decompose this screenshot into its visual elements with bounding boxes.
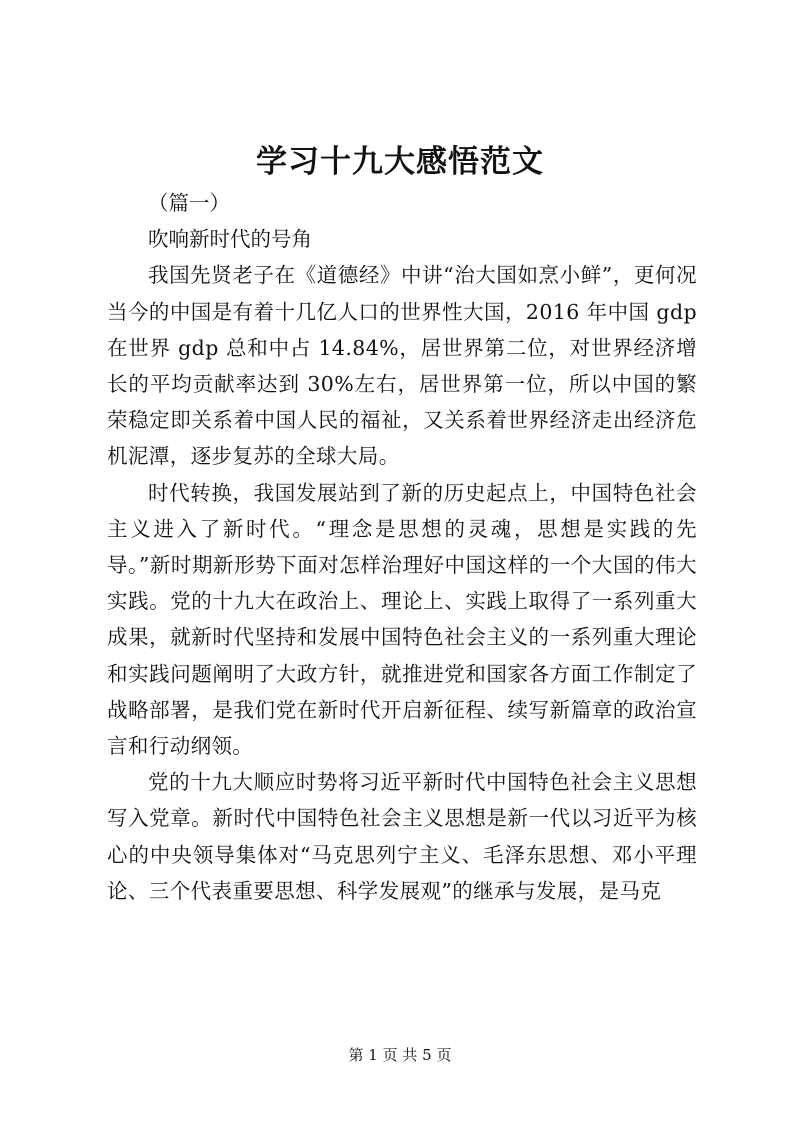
paragraph-1: 我国先贤老子在《道德经》中讲“治大国如烹小鲜”，更何况当今的中国是有着十几亿人口的世界性大国，2016 年中国 gdp 在世界 gdp 总和中占 14.84%，居世界第二位，对世界经济增长的平均贡献率达到 30%左右，居世界第一位，所以中国的繁荣稳定即关系着中国人民的福祉，又关系着世界经济走出经济危机泥潭，逐步复苏的全球大局。 <box>107 263 697 469</box>
section-label: （篇一） <box>148 191 230 215</box>
paragraph-2: 时代转换，我国发展站到了新的历史起点上，中国特色社会主义进入了新时代。“理念是思想的灵魂，思想是实践的先导。”新时期新形势下面对怎样治理好中国这样的一个大国的伟大实践。党的十九大在政治上、理论上、实践上取得了一系列重大成果，就新时代坚持和发展中国特色社会主义的一系列重大理论和实践问题阐明了大政方针，就推进党和国家各方面工作制定了战略部署，是我们党在新时代开启新征程、续写新篇章的政治宣言和行动纲领。 <box>107 480 697 759</box>
paragraph-3: 党的十九大顺应时势将习近平新时代中国特色社会主义思想写入党章。新时代中国特色社会主义思想是新一代以习近平为核心的中央领导集体对“马克思列宁主义、毛泽东思想、邓小平理论、三个代表重要思想、科学发展观”的继承与发展，是马克 <box>107 770 697 903</box>
document-title: 学习十九大感悟范文 <box>256 144 544 180</box>
document-body <box>107 185 697 909</box>
section-subtitle: 吹响新时代的号角 <box>148 227 312 252</box>
page-footer: 第 1 页 共 5 页 <box>348 1046 452 1064</box>
